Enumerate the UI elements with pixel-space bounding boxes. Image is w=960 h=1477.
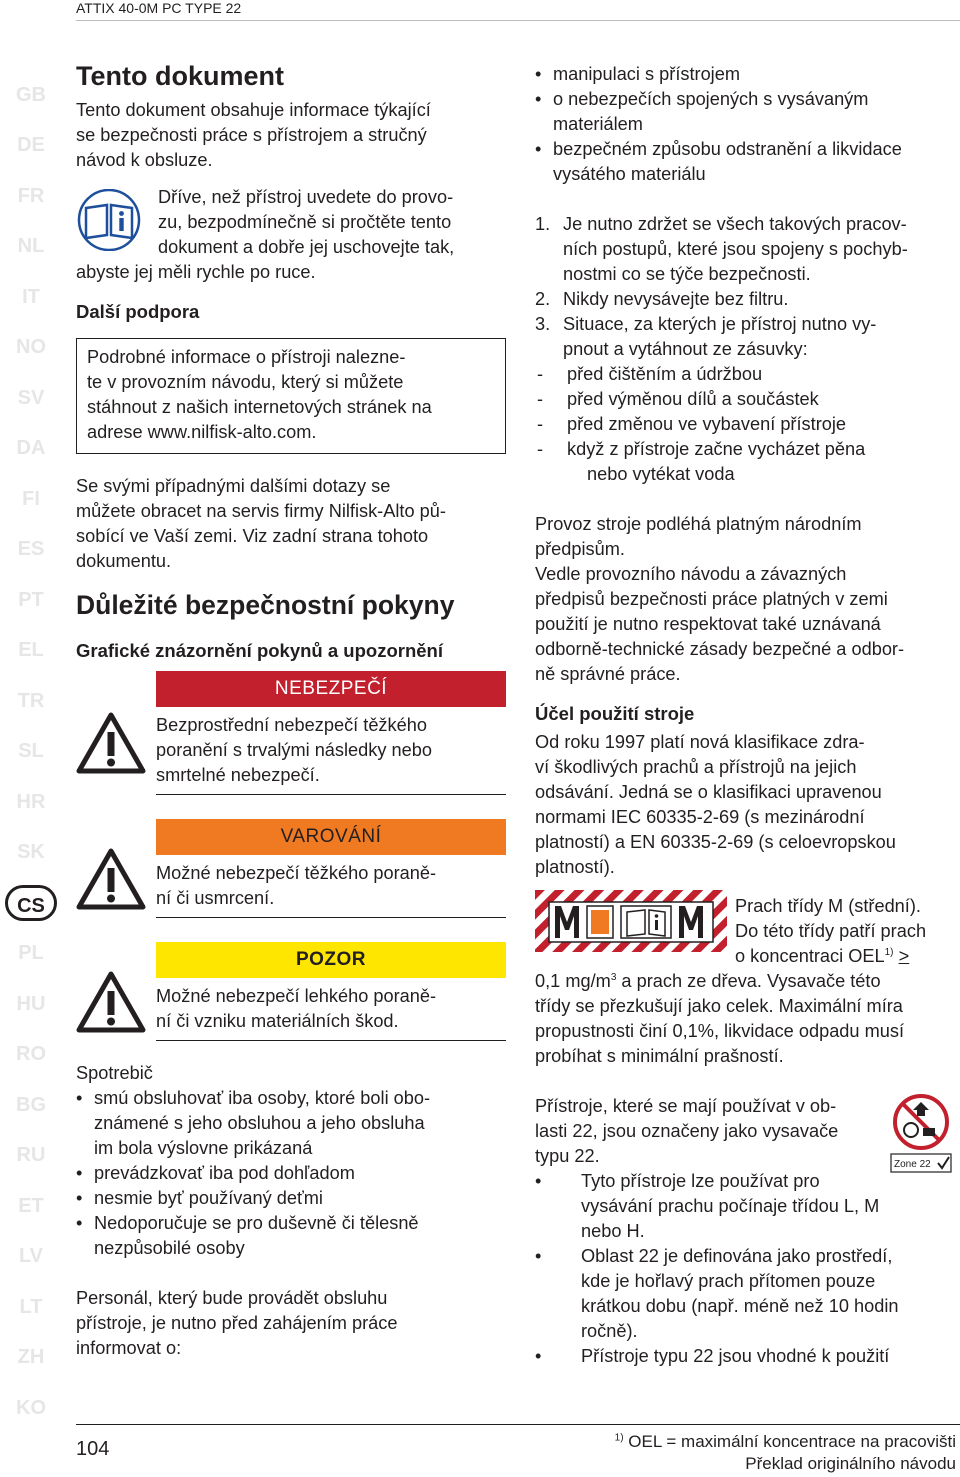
language-tab-de[interactable] <box>0 121 62 172</box>
document-header: ATTIX 40-0M PC TYPE 22 <box>76 0 242 16</box>
language-tab-pl[interactable] <box>0 929 62 980</box>
language-tab-label: SV <box>17 386 45 409</box>
text-line: předpisů bezpečnosti práce platných v zemi <box>535 589 888 609</box>
text-line: Možné nebezpečí těžkého poraně- <box>156 863 437 883</box>
list-item: • Nedoporučuje se pro duševně či tělesně nezpůsobilé osoby <box>76 1211 506 1261</box>
text-line: můžete obracet na servis firmy Nilfisk-Alto pů- <box>76 501 446 521</box>
inform-list <box>535 62 955 187</box>
text-line: lasti 22, jsou označeny jako vysavače <box>535 1121 839 1141</box>
text-line: dokument a dobře jej uschovejte tak, <box>158 237 455 257</box>
text-line: se bezpečnosti práce s přístrojem a stručný <box>76 125 427 145</box>
page-number: 104 <box>76 1438 110 1460</box>
section-title-this-document: Tento dokument <box>76 61 284 91</box>
text-line: Tento dokument obsahuje informace týkající <box>76 100 431 120</box>
language-tab-nl[interactable] <box>0 222 62 273</box>
language-tab-label: PT <box>18 588 44 611</box>
subheading-further-support: Další podpora <box>76 301 200 322</box>
text-line: Do této třídy patří prach <box>735 921 927 941</box>
text-line: platností) a EN 60335-2-69 (s celoevropskou <box>535 832 896 852</box>
language-tab-label: KO <box>16 1396 46 1419</box>
footer-notes <box>615 1431 956 1475</box>
text-line: smrtelné nebezpečí. <box>156 765 320 785</box>
language-tab-label: NL <box>17 235 45 258</box>
language-tab-label: TR <box>17 689 45 712</box>
language-tab-sl[interactable] <box>0 727 62 778</box>
warning-triangle-icon <box>76 971 146 1033</box>
header-divider <box>76 20 960 21</box>
list-item: • smú obsluhovať iba osoby, ktoré boli obo- známené s jeho obsluhou a jeho obsluha im bola výslovne prikázaná <box>76 1086 506 1161</box>
list-item: 2. Nikdy nevysávejte bez filtru. <box>535 289 789 309</box>
list-item: • o nebezpečích spojených s vysávaným materiálem <box>535 87 955 137</box>
language-tab-label: DA <box>16 437 46 460</box>
text-line: dokumentu. <box>76 551 172 571</box>
language-tab-sk[interactable] <box>0 828 62 879</box>
subheading-graphic-notices: Grafické znázornění pokynů a upozornění <box>76 640 443 661</box>
list-item: - před výměnou dílů a součástek <box>537 389 819 409</box>
list-item: - před změnou ve vybavení přístroje <box>537 414 847 434</box>
appliance-heading: Spotrebič <box>76 1063 153 1083</box>
warning-triangle-icon <box>76 712 146 774</box>
language-tab-ko[interactable] <box>0 1383 62 1434</box>
language-tab-label: LV <box>18 1245 44 1268</box>
class-m-section <box>535 894 955 1069</box>
language-tab-et[interactable] <box>0 1181 62 1232</box>
zone-22-label-icon <box>889 1094 953 1174</box>
text-line: třídy se přezkušují jako celek. Maximální míra <box>535 996 903 1016</box>
language-tab-da[interactable] <box>0 424 62 475</box>
language-tab-label: ES <box>17 538 45 561</box>
language-tab-fr[interactable] <box>0 171 62 222</box>
left-column <box>76 60 506 1361</box>
list-item: • bezpečném způsobu odstranění a likvidace vysátého materiálu <box>535 137 955 187</box>
text-line: poranění s trvalými následky nebo <box>156 740 432 760</box>
language-tabs <box>0 70 62 1434</box>
text-line: předpisům. <box>535 539 625 559</box>
text-line: Bezprostřední nebezpečí těžkého <box>156 715 427 735</box>
language-tab-bg[interactable] <box>0 1080 62 1131</box>
language-tab-label: ET <box>18 1194 44 1217</box>
footnote: $^{1)}$ OEL = maximální koncentrace na pracovišti <box>614 1432 956 1451</box>
warning-banner: VAROVÁNÍ <box>156 819 506 855</box>
subheading-purpose: Účel použití stroje <box>535 703 695 724</box>
translation-note: Překlad originálního návodu <box>745 1454 956 1473</box>
text-line: zu, bezpodmínečně si pročtěte tento <box>158 212 452 232</box>
language-tab-ru[interactable] <box>0 1131 62 1182</box>
language-tab-label: BG <box>16 1093 46 1116</box>
warning-notice <box>76 819 506 918</box>
text-line: Dříve, než přístroj uvedete do provo- <box>158 187 454 207</box>
language-tab-label: HU <box>16 992 46 1015</box>
text-line: nebo vytékat voda <box>587 464 735 484</box>
text-line: abyste jej měli rychle po ruce. <box>76 262 316 282</box>
language-tab-es[interactable] <box>0 525 62 576</box>
language-tab-label: RU <box>16 1144 46 1167</box>
text-line: Možné nebezpečí lehkého poraně- <box>156 986 437 1006</box>
text-line: stáhnout z našich internetových stránek na <box>87 397 432 417</box>
list-item: • nesmie byť používaný deťmi <box>76 1186 506 1211</box>
text-line: o koncentraci OEL$^{1)}$ > <box>735 946 910 966</box>
language-tab-label: SK <box>17 841 45 864</box>
personnel-text <box>76 1286 506 1361</box>
footer-divider <box>76 1424 960 1425</box>
language-tab-sv[interactable] <box>0 373 62 424</box>
list-item: • Oblast 22 je definována jako prostředí, kde je hořlavý prach přítomen pouze krátkou dobu (např. méně než 10 hodin ročně). <box>535 1244 955 1344</box>
text-line: odsávání. Jedná se o klasifikaci upravenou <box>535 782 882 802</box>
text-line: platností). <box>535 857 615 877</box>
zone-22-list <box>535 1169 955 1369</box>
text-line: Provoz stroje podléhá platným národním <box>535 514 862 534</box>
support-info-box <box>76 338 506 454</box>
language-tab-el[interactable] <box>0 626 62 677</box>
appliance-list <box>76 1086 506 1261</box>
text-line: ní či usmrcení. <box>156 888 275 908</box>
language-tab-cs[interactable] <box>0 878 62 929</box>
language-tab-label: RO <box>16 1043 46 1066</box>
text-line: Od roku 1997 platí nová klasifikace zdra- <box>535 732 865 752</box>
language-tab-zh[interactable] <box>0 1333 62 1384</box>
language-tab-label: EL <box>18 639 44 662</box>
language-tab-label: FR <box>17 184 45 207</box>
text-line: Prach třídy M (střední). <box>735 896 921 916</box>
text-line: přístroje, je nutno před zahájením práce <box>76 1313 398 1333</box>
text-line: odborně-technické zásady bezpečné a odbor- <box>535 639 905 659</box>
language-tab-no[interactable] <box>0 323 62 374</box>
list-item: - když z přístroje začne vycházet pěna <box>537 439 866 459</box>
text-line: propustnosti činí 0,1%, likvidace odpadu musí <box>535 1021 905 1041</box>
text-line: návod k obsluze. <box>76 150 213 170</box>
list-item: • prevádzkovať iba pod dohľadom <box>76 1161 506 1186</box>
language-tab-label: LT <box>19 1295 43 1318</box>
text-line: Podrobné informace o přístroji nalezne- <box>87 347 406 367</box>
language-tab-label: GB <box>16 83 46 106</box>
language-tab-label: CS <box>5 885 57 921</box>
language-tab-lv[interactable] <box>0 1232 62 1283</box>
language-tab-label: HR <box>16 790 46 813</box>
language-tab-label: PL <box>18 942 44 965</box>
language-tab-lt[interactable] <box>0 1282 62 1333</box>
danger-banner: NEBEZPEČÍ <box>156 671 506 707</box>
text-line: 0,1 $mg/m^3$ a prach ze dřeva. Vysavače této <box>535 971 881 991</box>
numbered-rules <box>535 212 955 362</box>
warning-triangle-icon <box>76 848 146 910</box>
text-line: ví škodlivých prachů a přístrojů na jejich <box>535 757 857 777</box>
text-line: Vedle provozního návodu a závazných <box>535 564 847 584</box>
text-line: informovat o: <box>76 1338 182 1358</box>
language-tab-fi[interactable] <box>0 474 62 525</box>
list-item: • Přístroje typu 22 jsou vhodné k použití <box>535 1344 955 1369</box>
language-tab-pt[interactable] <box>0 575 62 626</box>
language-tab-label: ZH <box>17 1346 45 1369</box>
language-tab-label: NO <box>16 336 46 359</box>
language-tab-ro[interactable] <box>0 1030 62 1081</box>
contact-text <box>76 474 506 574</box>
text-line: Přístroje, které se mají používat v ob- <box>535 1096 837 1116</box>
language-tab-label: IT <box>22 285 40 308</box>
danger-notice <box>76 671 506 795</box>
text-line: normami IEC 60335-2-69 (s mezinárodní <box>535 807 865 827</box>
zone-22-section <box>535 1094 955 1369</box>
text-line: použití je nutno respektovat také uznávaná <box>535 614 881 634</box>
language-tab-gb[interactable] <box>0 70 62 121</box>
language-tab-label: SL <box>18 740 44 763</box>
read-manual-note <box>76 185 506 285</box>
text-line: sobící ve Vaší zemi. Viz zadní strana tohoto <box>76 526 429 546</box>
list-item: - před čištěním a údržbou <box>537 364 763 384</box>
language-tab-label: DE <box>17 134 45 157</box>
svg-text:Zone 22: Zone 22 <box>894 1159 931 1170</box>
list-item: 3. Situace, za kterých je přístroj nutno vy- pnout a vytáhnout ze zásuvky: <box>535 314 877 359</box>
language-tab-hr[interactable] <box>0 777 62 828</box>
right-column <box>535 62 955 1369</box>
section-title-safety: Důležité bezpečnostní pokyny <box>76 590 455 620</box>
regulations-text <box>535 512 955 687</box>
language-tab-label: FI <box>22 487 40 510</box>
text-line: Personál, který bude provádět obsluhu <box>76 1288 388 1308</box>
purpose-text <box>535 730 955 880</box>
list-item: • manipulaci s přístrojem <box>535 62 955 87</box>
read-manual-icon <box>76 189 142 251</box>
situations-list <box>535 362 955 487</box>
caution-banner: POZOR <box>156 942 506 978</box>
language-tab-it[interactable] <box>0 272 62 323</box>
list-item: • Tyto přístroje lze používat pro vysávání prachu počínaje třídou L, M nebo H. <box>535 1169 955 1244</box>
class-m-label-icon <box>535 890 727 952</box>
text-line: ní či vzniku materiálních škod. <box>156 1011 399 1031</box>
text-line: ně správné práce. <box>535 664 681 684</box>
text-line: Se svými případnými dalšími dotazy se <box>76 476 391 496</box>
language-tab-tr[interactable] <box>0 676 62 727</box>
text-line: typu 22. <box>535 1146 600 1166</box>
text-line: probíhat s minimální prašností. <box>535 1046 784 1066</box>
intro-text <box>76 98 506 173</box>
language-tab-hu[interactable] <box>0 979 62 1030</box>
text-line: adrese www.nilfisk-alto.com. <box>87 422 317 442</box>
caution-notice <box>76 942 506 1041</box>
text-line: te v provozním návodu, který si můžete <box>87 372 404 392</box>
list-item: 1. Je nutno zdržet se všech takových pracov- ních postupů, které jsou spojeny s pochyb- nostmi co se týče bezpečnosti. <box>535 214 908 284</box>
